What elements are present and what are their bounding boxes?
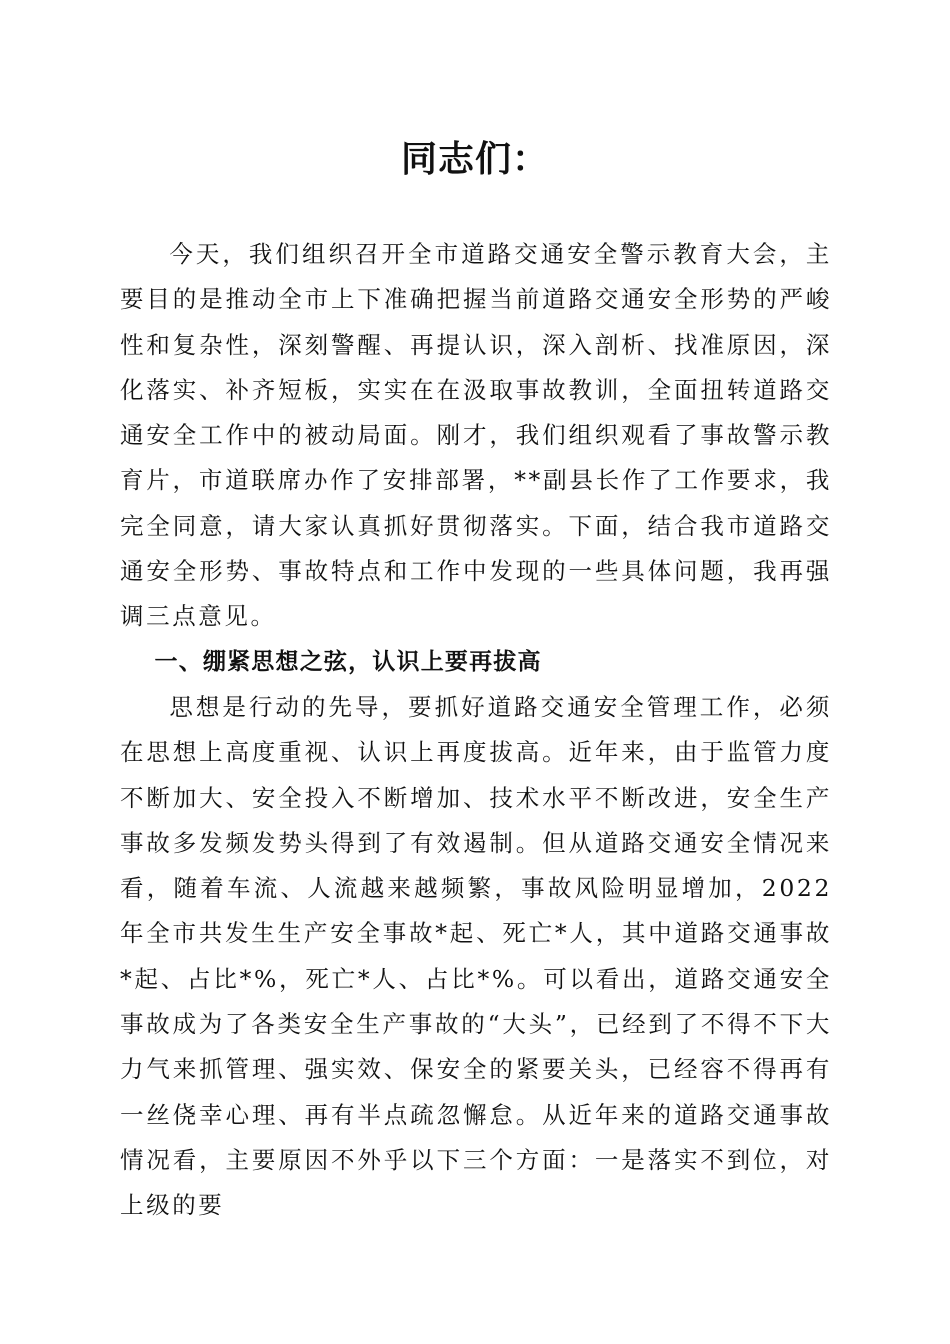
section-heading: 一、绷紧思想之弦，认识上要再拔高 [154,648,542,675]
salutation-title: 同志们： [400,139,549,180]
section-paragraph: 思想是行动的先导，要抓好道路交通安全管理工作，必须在思想上高度重视、认识上再度拔高。近年来，由于监管力度不断加大、安全投入不断增加、技术水平不断改进，安全生产事故多发频发势头得到了有效遏制。但从道路交通安全情况来看，随着车流、人流越来越频繁，事故风险明显增加，2022年全市共发生生产安全事故*起、死亡*人，其中道路交通事故*起、占比*%，死亡*人、占比*%。可以看出，道路交通安全事故成为了各类安全生产事故的“大头”，已经到了不得不下大力气来抓管理、强实效、保安全的紧要关头，已经容不得再有一丝侥幸心理、再有半点疏忽懈怠。从近年来的道路交通事故情况看，主要原因不外乎以下三个方面：一是落实不到位，对上级的要 [120,692,832,1220]
document-body [120,232,832,1229]
opening-paragraph: 今天，我们组织召开全市道路交通安全警示教育大会，主要目的是推动全市上下准确把握当前道路交通安全形势的严峻性和复杂性，深刻警醒、再提认识，深入剖析、找准原因，深化落实、补齐短板，实实在在汲取事故教训，全面扭转道路交通安全工作中的被动局面。刚才，我们组织观看了事故警示教育片，市道联席办作了安排部署，**副县长作了工作要求，我完全同意，请大家认真抓好贯彻落实。下面，结合我市道路交通安全形势、事故特点和工作中发现的一些具体问题，我再强调三点意见。 [120,240,832,631]
